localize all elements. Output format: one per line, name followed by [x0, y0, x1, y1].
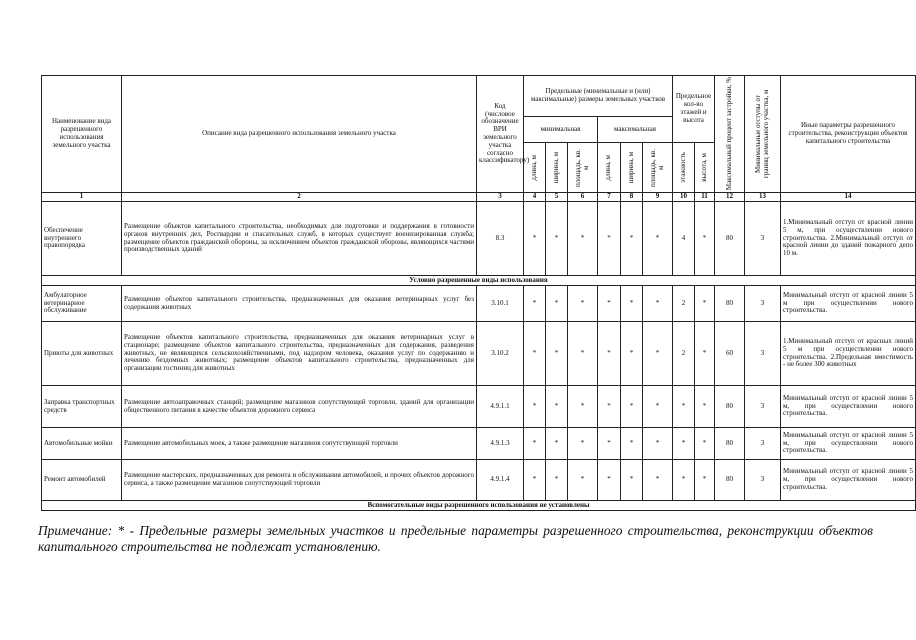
header-min-length: длина, м	[524, 143, 546, 193]
row-value: *	[524, 460, 546, 501]
col-number: 8	[621, 193, 643, 202]
row-value: *	[546, 202, 568, 276]
table-row	[42, 460, 916, 501]
header-min: минимальная	[524, 117, 598, 143]
row-setback: 3	[745, 322, 781, 386]
table-row	[42, 322, 916, 386]
row-other: 1.Минимальный отступ от красных линий 5 м при осуществлении нового строительства. 2.Предельная вместимость - не более 300 животных	[781, 322, 916, 386]
row-value: *	[524, 286, 546, 322]
row-name: Автомобильные мойки	[42, 428, 122, 460]
row-value: *	[598, 322, 621, 386]
header-coverage: Максимальный процент застройки, %	[715, 76, 745, 193]
row-coverage: 60	[715, 322, 745, 386]
row-setback: 3	[745, 386, 781, 428]
row-value: *	[621, 286, 643, 322]
col-number: 2	[122, 193, 477, 202]
zoning-table-container	[41, 75, 913, 511]
table-row	[42, 286, 916, 322]
row-description: Размещение объектов капитального строительства, необходимых для подготовки и поддержания в готовности органов внутренних дел, Росгвардии и спасательных служб, в которых существует военизированная служба; размещение объектов гражданской обороны, за исключением объектов гражданской обороны, являющихся частями производственных зданий	[122, 202, 477, 276]
row-name: Заправка транспортных средств	[42, 386, 122, 428]
row-value: *	[546, 322, 568, 386]
row-description: Размещение автомобильных моек, а также размещение магазинов сопутствующей торговли	[122, 428, 477, 460]
header-setback: Минимальные отступы от границ земельного участка, м	[745, 76, 781, 193]
row-floors: *	[673, 428, 695, 460]
row-coverage: 80	[715, 286, 745, 322]
row-description: Размещение объектов капитального строительства, предназначенных для оказания ветеринарных услуг в стационаре; размещение объектов капитального строительства, предназначенных для содержания, разведения животных, не являющихся сельскохозяйственными, под надзором человека, оказания услуг по содержанию и лечению бездомных животных; размещение объектов капитального строительства, предназначенных для организации гостиниц для животных	[122, 322, 477, 386]
row-height: *	[695, 286, 715, 322]
row-value: *	[568, 286, 598, 322]
header-max-width: ширина, м	[621, 143, 643, 193]
row-other: 1.Минимальный отступ от красной линии 5 м, при осуществлении нового строительства. 2.Минимальный отступ от красной линии до зданий пожарного депо 10 м.	[781, 202, 916, 276]
row-code: 3.10.2	[477, 322, 524, 386]
row-setback: 3	[745, 202, 781, 276]
row-value: *	[598, 428, 621, 460]
table-row	[42, 202, 916, 276]
row-setback: 3	[745, 286, 781, 322]
section-title-auxiliary: Вспомогательные виды разрешенного использования не установлены	[42, 501, 916, 511]
row-code: 8.3	[477, 202, 524, 276]
row-value: *	[524, 202, 546, 276]
row-value: *	[621, 460, 643, 501]
row-code: 4.9.1.1	[477, 386, 524, 428]
row-height: *	[695, 202, 715, 276]
header-max-area: площадь, кв. м	[643, 143, 673, 193]
row-value: *	[598, 386, 621, 428]
col-number: 12	[715, 193, 745, 202]
row-name: Приюты для животных	[42, 322, 122, 386]
row-value: *	[568, 386, 598, 428]
header-floors-group: Предельное кол-во этажей и высота	[673, 76, 715, 143]
header-code: Код (числовое обозначение ВРИ земельного участка согласно классификатору)	[477, 76, 524, 193]
row-coverage: 80	[715, 386, 745, 428]
row-floors: *	[673, 460, 695, 501]
row-value: *	[524, 322, 546, 386]
table-row	[42, 428, 916, 460]
row-height: *	[695, 322, 715, 386]
row-code: 3.10.1	[477, 286, 524, 322]
row-description: Размещение мастерских, предназначенных для ремонта и обслуживания автомобилей, и прочих объектов дорожного сервиса, а также размещение магазинов сопутствующей торговли	[122, 460, 477, 501]
row-value: *	[568, 428, 598, 460]
header-name: Наименование вида разрешенного использования земельного участка	[42, 76, 122, 193]
col-number: 3	[477, 193, 524, 202]
row-value: *	[568, 202, 598, 276]
row-value: *	[568, 322, 598, 386]
row-value: *	[621, 428, 643, 460]
row-floors: *	[673, 386, 695, 428]
header-height: высота, м	[695, 143, 715, 193]
row-other: Минимальный отступ от красной линии 5 м, при осуществлении нового строительства.	[781, 428, 916, 460]
row-floors: 4	[673, 202, 695, 276]
table-header	[42, 76, 916, 193]
row-value: *	[598, 460, 621, 501]
row-value: *	[546, 428, 568, 460]
row-height: *	[695, 460, 715, 501]
row-value: *	[643, 286, 673, 322]
row-value: *	[643, 428, 673, 460]
row-value: *	[643, 322, 673, 386]
row-value: *	[643, 202, 673, 276]
row-value: *	[546, 386, 568, 428]
header-size-limits: Предельные (минимальные и (или) максимальные) размеры земельных участков	[524, 76, 673, 117]
header-min-width: ширина, м	[546, 143, 568, 193]
col-number: 5	[546, 193, 568, 202]
header-other: Иные параметры разрешенного строительства, реконструкции объектов капитального строительства	[781, 76, 916, 193]
section-row	[42, 501, 916, 511]
col-number: 13	[745, 193, 781, 202]
section-row	[42, 276, 916, 286]
row-value: *	[524, 428, 546, 460]
row-value: *	[643, 386, 673, 428]
row-coverage: 80	[715, 460, 745, 501]
row-value: *	[621, 386, 643, 428]
section-title-conditional: Условно разрешенные виды использования	[42, 276, 916, 286]
row-setback: 3	[745, 460, 781, 501]
row-other: Минимальный отступ от красной линии 5 м, при осуществлении нового строительства.	[781, 386, 916, 428]
col-number: 4	[524, 193, 546, 202]
row-description: Размещение автозаправочных станций; размещение магазинов сопутствующей торговли, зданий для организации общественного питания в качестве объектов дорожного сервиса	[122, 386, 477, 428]
col-number: 11	[695, 193, 715, 202]
col-number: 6	[568, 193, 598, 202]
row-height: *	[695, 386, 715, 428]
header-max-length: длина, м	[598, 143, 621, 193]
row-coverage: 80	[715, 202, 745, 276]
row-other: Минимальный отступ от красной линии 5 м, при осуществлении нового строительства.	[781, 460, 916, 501]
header-max: максимальная	[598, 117, 673, 143]
footnote: Примечание: * - Предельные размеры земельных участков и предельные параметры разрешенного строительства, реконструкции объектов капитального строительства не подлежат установлению.	[38, 523, 873, 554]
row-value: *	[598, 202, 621, 276]
header-min-area: площадь, кв. м	[568, 143, 598, 193]
col-number: 9	[643, 193, 673, 202]
table-row	[42, 386, 916, 428]
row-name: Ремонт автомобилей	[42, 460, 122, 501]
col-number: 7	[598, 193, 621, 202]
row-name: Амбулаторное ветеринарное обслуживание	[42, 286, 122, 322]
row-value: *	[546, 286, 568, 322]
row-value: *	[621, 322, 643, 386]
row-height: *	[695, 428, 715, 460]
row-value: *	[643, 460, 673, 501]
row-value: *	[598, 286, 621, 322]
row-other: Минимальный отступ от красной линии 5 м при осуществлении нового строительства.	[781, 286, 916, 322]
header-floors: этажность	[673, 143, 695, 193]
row-value: *	[568, 460, 598, 501]
row-code: 4.9.1.4	[477, 460, 524, 501]
row-floors: 2	[673, 322, 695, 386]
col-number: 10	[673, 193, 695, 202]
row-description: Размещение объектов капитального строительства, предназначенных для оказания ветеринарных услуг без содержания животных	[122, 286, 477, 322]
row-value: *	[524, 386, 546, 428]
column-number-row	[42, 193, 916, 202]
row-setback: 3	[745, 428, 781, 460]
row-value: *	[621, 202, 643, 276]
zoning-parameters-table	[41, 75, 916, 511]
row-code: 4.9.1.3	[477, 428, 524, 460]
header-description: Описание вида разрешенного использования земельного участка	[122, 76, 477, 193]
row-name: Обеспечение внутреннего правопорядка	[42, 202, 122, 276]
col-number: 14	[781, 193, 916, 202]
row-value: *	[546, 460, 568, 501]
row-floors: 2	[673, 286, 695, 322]
col-number: 1	[42, 193, 122, 202]
row-coverage: 80	[715, 428, 745, 460]
